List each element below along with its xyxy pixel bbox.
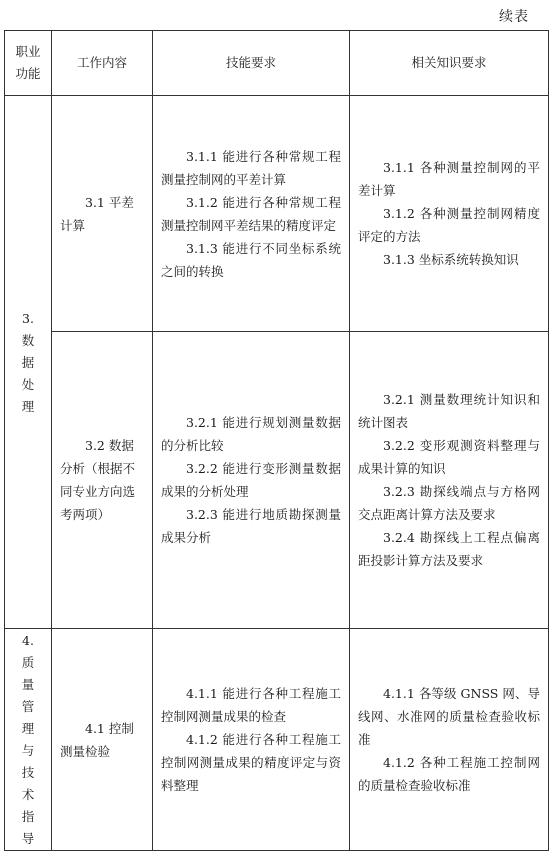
knowledge-item: 3.1.2 各种测量控制网精度评定的方法 [358,206,540,244]
table-row [5,96,549,332]
function-title-vertical: 数 据 处 理 [21,332,35,414]
work-cell [52,96,153,332]
table-header-row [5,31,549,96]
knowledge-cell [350,96,549,332]
function-cell-4 [5,629,52,851]
skill-item: 4.1.2 能进行各种工程施工控制网测量成果的精度评定与资料整理 [161,732,341,793]
work-content: 3.1 平差计算 [60,194,134,233]
header-function [5,31,52,96]
skill-requirements-table [4,30,549,851]
knowledge-item: 3.1.1 各种测量控制网的平差计算 [358,160,540,198]
skill-item: 3.2.1 能进行规划测量数据的分析比较 [161,415,341,453]
work-cell [52,629,153,851]
header-knowledge: 相关知识要求 [350,31,549,96]
skill-item: 3.1.3 能进行不同坐标系统之间的转换 [161,240,341,279]
skill-item: 3.1.2 能进行各种常规工程测量控制网平差结果的精度评定 [161,194,341,233]
work-content: 4.1 控制测量检验 [60,720,134,759]
knowledge-item: 3.2.4 勘探线上工程点偏离距投影计算方法及要求 [358,530,540,568]
knowledge-item: 3.1.3 坐标系统转换知识 [383,252,519,267]
function-title-vertical: 质 量 管 理 与 技 术 指 导 [21,655,35,846]
knowledge-item: 3.2.2 变形观测资料整理与成果计算的知识 [358,438,540,476]
header-skill: 技能要求 [153,31,350,96]
knowledge-item: 3.2.1 测量数理统计知识和统计图表 [358,392,540,430]
table-row [5,332,549,629]
header-function-text: 职业 功能 [15,44,41,81]
skill-item: 3.2.3 能进行地质勘探测量成果分析 [161,507,341,545]
table-row [5,629,549,851]
continued-label: 续表 [499,9,529,25]
knowledge-item: 4.1.1 各等级 GNSS 网、导线网、水准网的质量检查验收标准 [358,686,540,747]
skill-item: 3.1.1 能进行各种常规工程测量控制网的平差计算 [161,148,341,187]
function-number: 4. [22,633,34,648]
function-cell-3 [5,96,52,629]
skill-item: 3.2.2 能进行变形测量数据成果的分析处理 [161,461,341,499]
header-work: 工作内容 [52,31,153,96]
work-cell [52,332,153,629]
knowledge-cell [350,332,549,629]
knowledge-cell [350,629,549,851]
skill-cell [153,629,350,851]
work-content: 3.2 数据分析（根据不同专业方向选考两项） [60,438,136,522]
knowledge-item: 4.1.2 各种工程施工控制网的质量检查验收标准 [358,755,540,793]
knowledge-item: 3.2.3 勘探线端点与方格网交点距离计算方法及要求 [358,484,540,522]
function-number: 3. [22,310,34,326]
skill-cell [153,332,350,629]
skill-item: 4.1.1 能进行各种工程施工控制网测量成果的检查 [161,686,341,724]
skill-cell [153,96,350,332]
